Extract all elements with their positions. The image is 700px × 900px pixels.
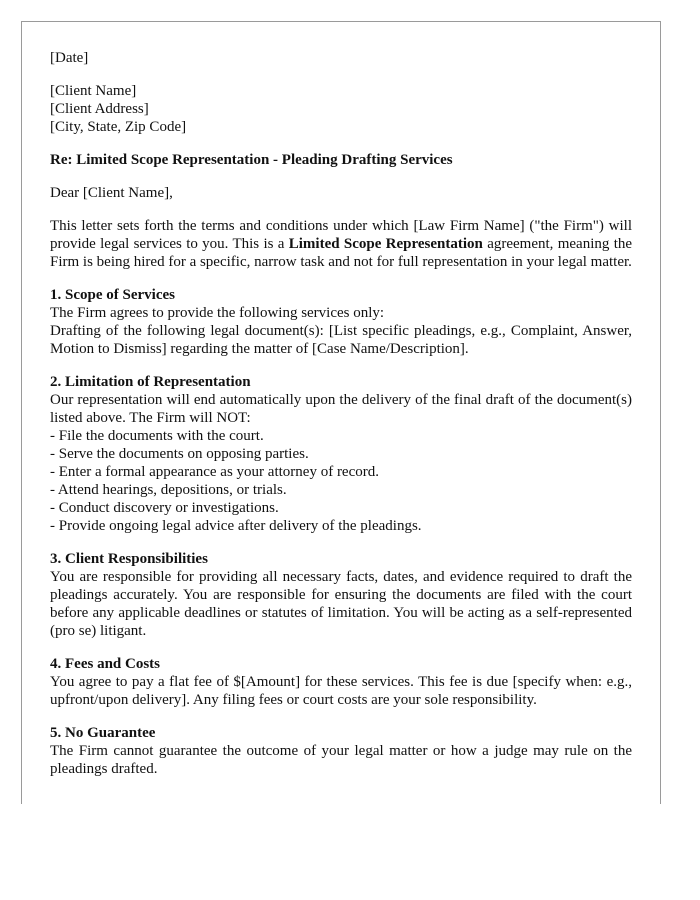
section-limitation-text: Our representation will end automatically upon the delivery of the final draft of the document(s) listed above. The Firm will NOT:	[50, 392, 632, 426]
list-item: - Attend hearings, depositions, or trials.	[50, 482, 287, 498]
section-client-title: 3. Client Responsibilities	[50, 551, 208, 567]
section-scope	[50, 286, 632, 358]
section-fees-text: You agree to pay a flat fee of $[Amount] for these services. This fee is due [specify when: e.g., upfront/upon delivery]. Any filing fees or court costs are your sole responsibility.	[50, 674, 632, 708]
letter-page	[21, 21, 661, 804]
client-name-line: [Client Name]	[50, 83, 137, 99]
section-guarantee-text: The Firm cannot guarantee the outcome of your legal matter or how a judge may rule on the pleadings drafted.	[50, 743, 632, 777]
list-item: - File the documents with the court.	[50, 428, 264, 444]
letter-body	[50, 49, 632, 778]
section-scope-line1: The Firm agrees to provide the following services only:	[50, 305, 385, 321]
section-scope-line2: Drafting of the following legal document(s): [List specific pleadings, e.g., Complaint, Answer, Motion to Dismiss] regarding the matter of [Case Name/Description].	[50, 323, 632, 357]
section-limitation	[50, 373, 632, 535]
section-fees-title: 4. Fees and Costs	[50, 656, 161, 672]
section-limitation-title: 2. Limitation of Representation	[50, 374, 251, 390]
section-guarantee	[50, 724, 632, 778]
section-client-text: You are responsible for providing all necessary facts, dates, and evidence required to draft the pleadings accurately. You are responsible for ensuring the documents are filed with the court before any applicable deadlines or statutes of limitation. You will be acting as a self-represented (pro se) litigant.	[50, 569, 632, 639]
list-item: - Serve the documents on opposing parties.	[50, 446, 309, 462]
section-guarantee-title: 5. No Guarantee	[50, 725, 156, 741]
list-item: - Enter a formal appearance as your attorney of record.	[50, 464, 379, 480]
list-item: - Conduct discovery or investigations.	[50, 500, 279, 516]
re-line: Re: Limited Scope Representation - Pleading Drafting Services	[50, 152, 453, 168]
salutation: Dear [Client Name],	[50, 185, 173, 201]
intro-text-part2: agreement, meaning the Firm is being hired for a specific, narrow task and not for full representation in your legal matter.	[50, 236, 633, 270]
section-client	[50, 550, 632, 640]
client-address-line: [Client Address]	[50, 101, 149, 117]
intro-text-part1: This letter sets forth the terms and conditions under which [Law Firm Name] ("the Firm") will provide legal services to you. This is a	[50, 218, 632, 252]
section-scope-title: 1. Scope of Services	[50, 287, 175, 303]
intro-paragraph	[50, 217, 632, 271]
list-item: - Provide ongoing legal advice after delivery of the pleadings.	[50, 518, 422, 534]
intro-text-bold: Limited Scope Representation	[288, 236, 483, 252]
date-line: [Date]	[50, 50, 89, 66]
limitation-list	[50, 427, 632, 535]
recipient-block	[50, 82, 632, 136]
section-fees	[50, 655, 632, 709]
city-state-zip-line: [City, State, Zip Code]	[50, 119, 187, 135]
